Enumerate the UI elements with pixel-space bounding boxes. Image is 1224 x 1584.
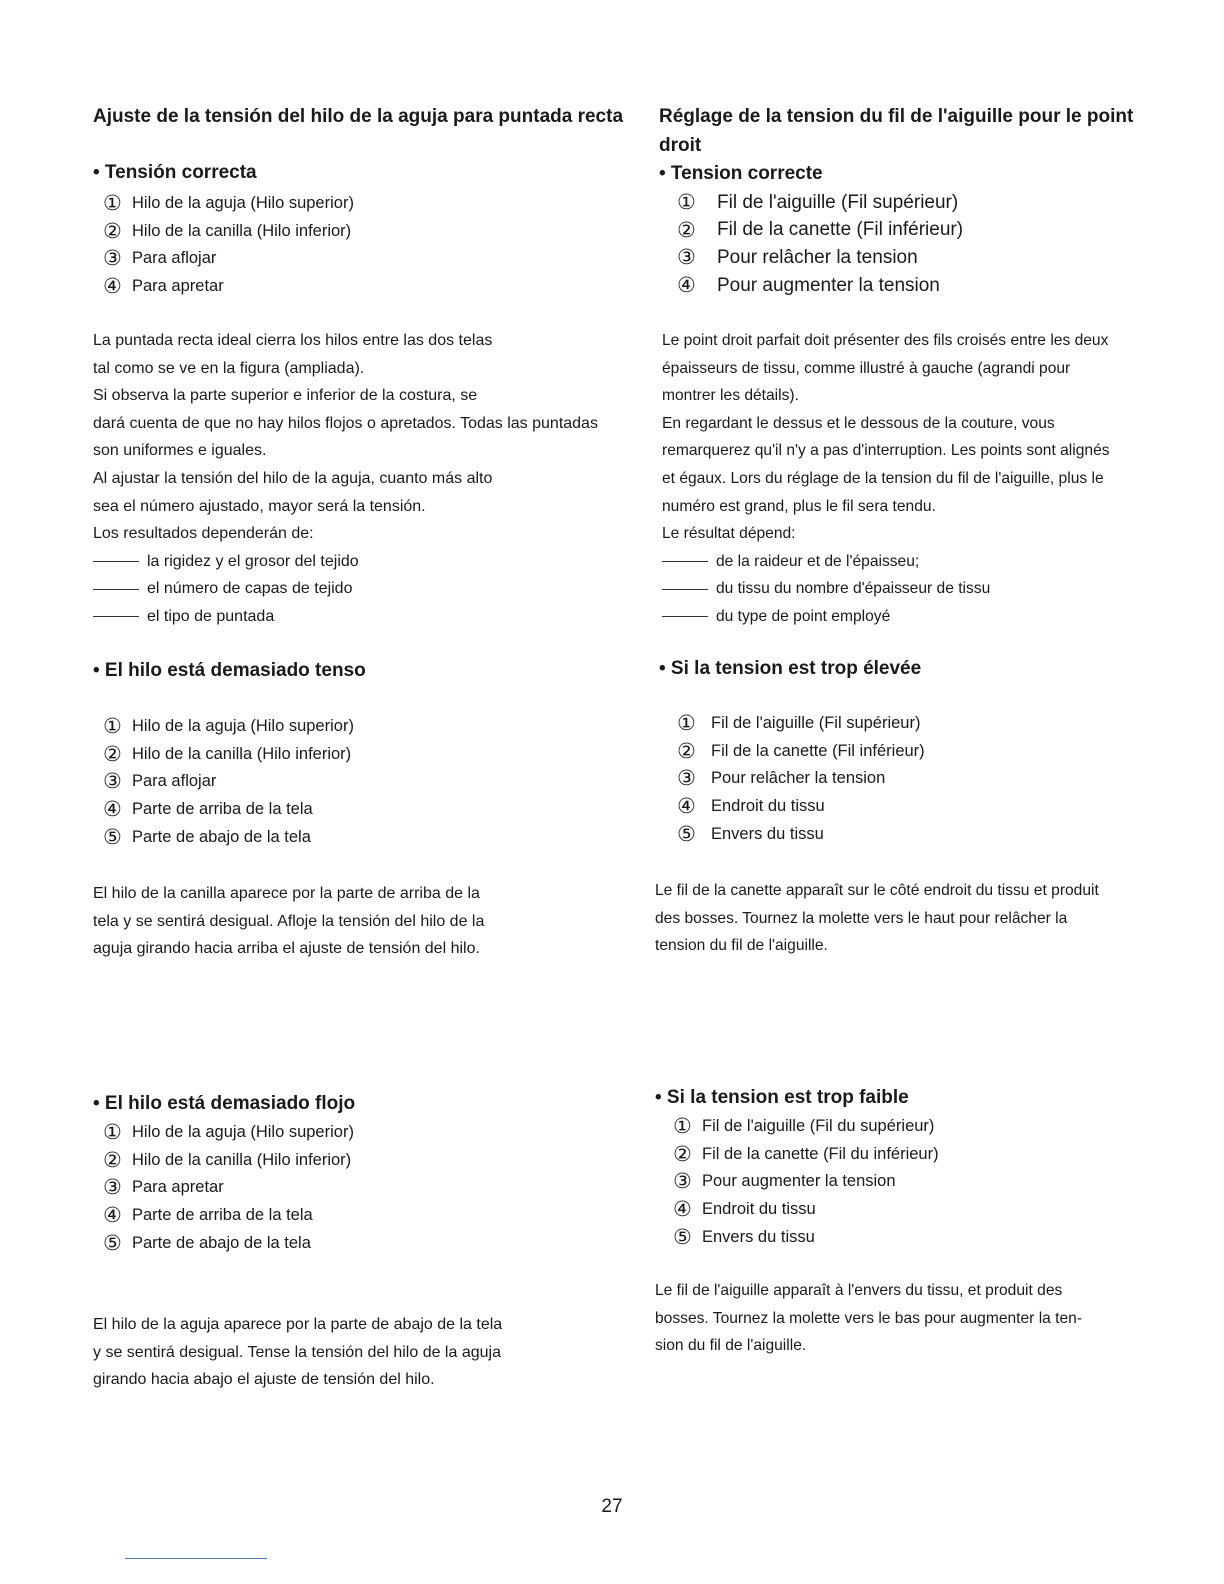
circled-number: ④ [673, 1198, 692, 1222]
list-item: ① Fil de l'aiguille (Fil du supérieur) [673, 1115, 935, 1139]
list-item: ④ Endroit du tissu [673, 1198, 816, 1222]
dash-item: de la raideur et de l'épaisseu; [662, 548, 1110, 576]
dash-mark [93, 575, 147, 603]
circled-number: ④ [677, 795, 696, 819]
dash-mark [662, 603, 716, 631]
list-item: ① Hilo de la aguja (Hilo superior) [103, 715, 354, 739]
fr-loose-section [655, 1085, 939, 1251]
circled-number: ④ [677, 274, 696, 298]
list-item: ③ Para apretar [103, 1176, 224, 1200]
page-number: 27 [601, 1496, 623, 1517]
fr-correct-heading: • Tension correcte [659, 163, 823, 184]
circled-number: ② [103, 742, 122, 766]
fr-loose-heading: • Si la tension est trop faible [655, 1087, 909, 1108]
list-item: ② Fil de la canette (Fil du inférieur) [673, 1142, 939, 1166]
fr-correct-section [659, 161, 963, 299]
list-item: ⑤ Parte de abajo de la tela [103, 1231, 311, 1255]
circled-number: ③ [677, 767, 696, 791]
es-correct-section [93, 160, 354, 300]
circled-number: ⑤ [673, 1225, 692, 1249]
es-tight-section [93, 658, 366, 851]
circled-number: ④ [103, 275, 122, 299]
es-title: Ajuste de la tensión del hilo de la aguja para puntada recta [93, 106, 624, 127]
es-loose-paragraph: El hilo de la aguja aparece por la parte de abajo de la tela y se sentirá desigual. Tense la tensión del hilo de la aguja girando hacia abajo el ajuste de tensión del hilo. [93, 1316, 503, 1389]
list-item: ⑤ Envers du tissu [673, 1225, 815, 1249]
es-tight-heading: • El hilo está demasiado tenso [93, 660, 366, 681]
circled-number: ① [103, 1121, 122, 1145]
circled-number: ② [103, 219, 122, 243]
es-correct-paragraph: La puntada recta ideal cierra los hilos entre las dos telas tal como se ve en la figura (ampliada). Si observa la parte superior e inferior de la costura, se dará cuenta de que no hay hilos flojos o apretados. Todas las puntadas son uniformes e iguales. Al ajustar la tensión del hilo de la aguja, cuanto más alto sea el número ajustado, mayor será la tensión. Los resultados dependerán de: la rigidez y el grosor del tejido el número de capas de tejido el tipo de puntada [93, 327, 598, 631]
circled-number: ① [103, 715, 122, 739]
list-item: ② Hilo de la canilla (Hilo inferior) [103, 1148, 352, 1172]
circled-number: ① [677, 191, 696, 215]
list-item: ② Hilo de la canilla (Hilo inferior) [103, 742, 352, 766]
es-correct-list [103, 190, 354, 300]
list-item: ③ Para aflojar [103, 770, 217, 794]
es-loose-heading: • El hilo está demasiado flojo [93, 1093, 356, 1114]
list-item: ⑤ Parte de abajo de la tela [103, 825, 311, 849]
circled-number: ③ [677, 246, 696, 270]
fr-loose-list [673, 1113, 939, 1251]
circled-number: ③ [103, 247, 122, 271]
dash-item: du type de point employé [662, 603, 1110, 631]
dash-mark [662, 548, 716, 576]
circled-number: ② [677, 739, 696, 763]
circled-number: ③ [673, 1170, 692, 1194]
list-item: ④ Para apretar [103, 275, 224, 299]
fr-loose-paragraph: Le fil de l'aiguille apparaît à l'envers du tissu, et produit des bosses. Tournez la molette vers le bas pour augmenter la ten- sion du fil de l'aiguille. [655, 1282, 1083, 1355]
es-tight-list [103, 713, 366, 851]
fr-correct-list [677, 189, 963, 299]
circled-number: ③ [103, 1176, 122, 1200]
list-item: ④ Pour augmenter la tension [677, 274, 940, 298]
list-item: ① Hilo de la aguja (Hilo superior) [103, 192, 354, 216]
list-item: ② Fil de la canette (Fil inférieur) [677, 739, 925, 763]
list-item: ④ Endroit du tissu [677, 795, 825, 819]
circled-number: ② [103, 1148, 122, 1172]
es-tight-paragraph: El hilo de la canilla aparece por la parte de arriba de la tela y se sentirá desigual. Afloje la tensión del hilo de la aguja girando hacia arriba el ajuste de tensión del hilo. [93, 885, 485, 958]
circled-number: ① [677, 712, 696, 736]
list-item: ③ Pour augmenter la tension [673, 1170, 896, 1194]
list-item: ⑤ Envers du tissu [677, 822, 824, 846]
dash-mark [662, 575, 716, 603]
fr-tight-list [677, 710, 925, 848]
footer-rule [125, 1558, 267, 1559]
list-item: ④ Parte de arriba de la tela [103, 798, 313, 822]
circled-number: ⑤ [103, 1231, 122, 1255]
es-loose-list [103, 1119, 355, 1257]
list-item: ② Hilo de la canilla (Hilo inferior) [103, 219, 352, 243]
circled-number: ④ [103, 1204, 122, 1228]
circled-number: ② [677, 218, 696, 242]
dash-item: el número de capas de tejido [93, 575, 598, 603]
dash-item: du tissu du nombre d'épaisseur de tissu [662, 575, 1110, 603]
circled-number: ③ [103, 770, 122, 794]
list-item: ③ Pour relâcher la tension [677, 246, 918, 270]
list-item: ③ Pour relâcher la tension [677, 767, 886, 791]
dash-item: el tipo de puntada [93, 603, 598, 631]
circled-number: ④ [103, 798, 122, 822]
dash-mark [93, 603, 147, 631]
list-item: ③ Para aflojar [103, 247, 217, 271]
circled-number: ① [673, 1115, 692, 1139]
fr-title: Réglage de la tension du fil de l'aiguille pour le point droit [659, 106, 1134, 156]
fr-correct-paragraph: Le point droit parfait doit présenter des fils croisés entre les deux épaisseurs de tissu, comme illustré à gauche (agrandi pour montrer les détails). En regardant le dessus et le dessous de la couture, vous remarquerez qu'il n'y a pas d'interruption. Les points sont alignés et égaux. Lors du réglage de la tension du fil de l'aiguille, plus le numéro est grand, plus le fil sera tendu. Le résultat dépend: de la raideur et de l'épaisseu; du tissu du nombre d'épaisseur de tissu du type de point employé [662, 327, 1110, 631]
list-item: ② Fil de la canette (Fil inférieur) [677, 218, 964, 242]
dash-mark [93, 548, 147, 576]
list-item: ④ Parte de arriba de la tela [103, 1204, 313, 1228]
circled-number: ⑤ [103, 825, 122, 849]
es-correct-heading: • Tensión correcta [93, 162, 257, 183]
circled-number: ⑤ [677, 822, 696, 846]
list-item: ① Fil de l'aiguille (Fil supérieur) [677, 712, 921, 736]
dash-item: la rigidez y el grosor del tejido [93, 548, 598, 576]
list-item: ① Fil de l'aiguille (Fil supérieur) [677, 191, 959, 215]
es-loose-section [93, 1091, 355, 1257]
fr-tight-heading: • Si la tension est trop élevée [659, 658, 922, 679]
fr-tight-paragraph: Le fil de la canette apparaît sur le côté endroit du tissu et produit des bosses. Tournez la molette vers le haut pour relâcher la tension du fil de l'aiguille. [655, 882, 1099, 955]
circled-number: ① [103, 192, 122, 216]
fr-tight-section [659, 656, 925, 848]
circled-number: ② [673, 1142, 692, 1166]
list-item: ① Hilo de la aguja (Hilo superior) [103, 1121, 354, 1145]
